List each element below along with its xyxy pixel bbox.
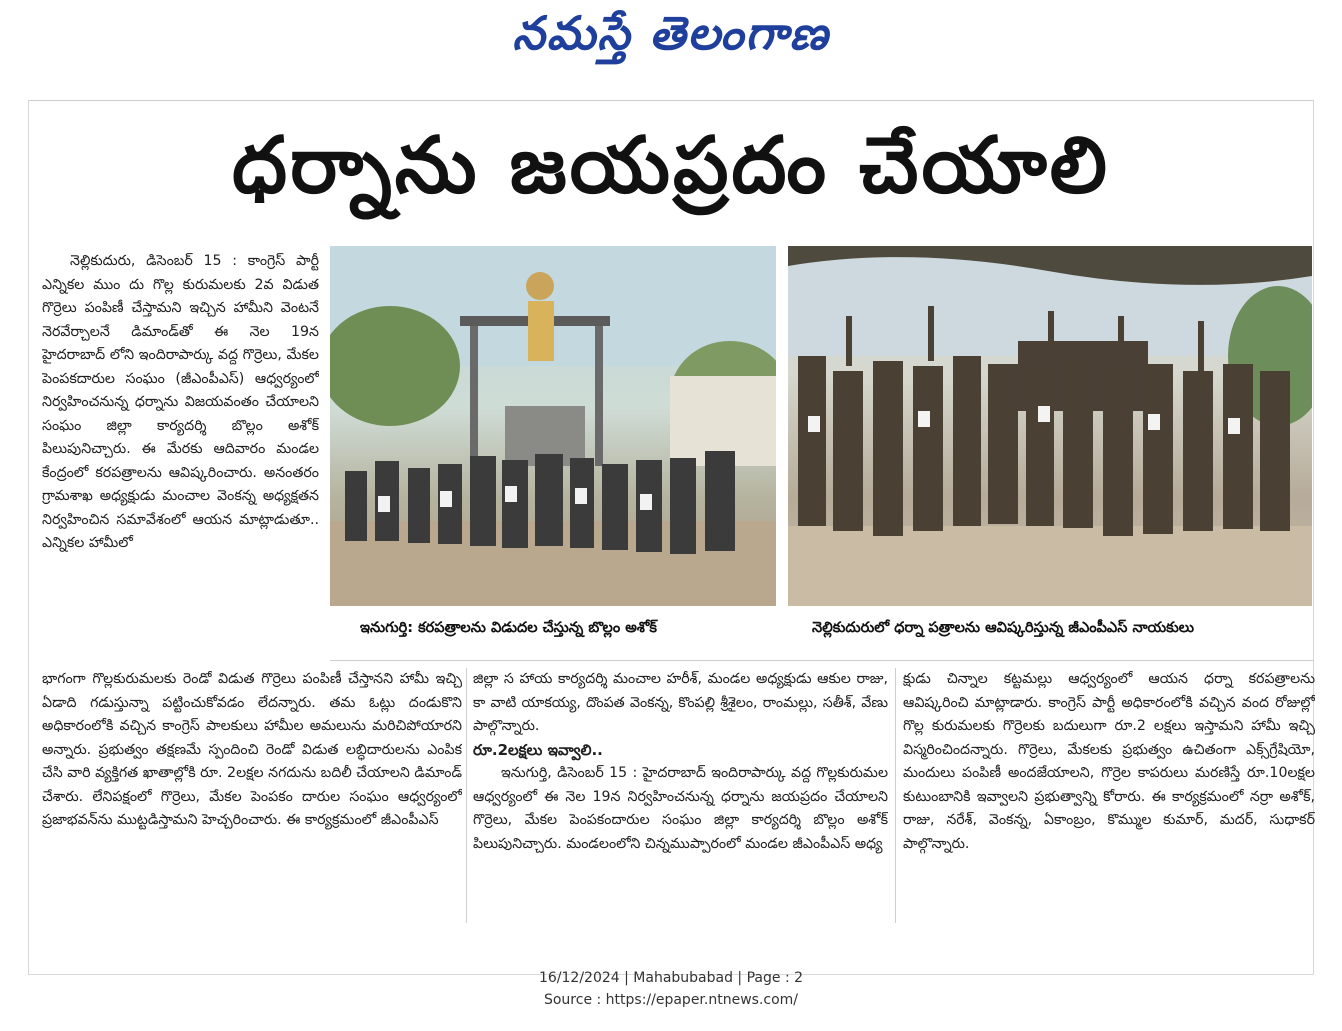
paragraph-lead: నెల్లికుదురు, డిసెంబర్ 15 : కాంగ్రెస్ పార్టీ ఎన్నికల ముం దు గొల్ల కురుమలకు 2వ విడుత గొర్రెలు పంపిణీ చేస్తామని ఇచ్చిన హామీని వెంటనే నెరవేర్చాలనే డిమాండ్‌తో ఈ నెల 19న హైదరాబాద్ లోని ఇందిరాపార్కు వద్ద గొర్రెలు, మేకల పెంపకదారుల సంఘం (జీఎంపీఎస్) ఆధ్వర్యంలో నిర్వహించనున్న ధర్నాను విజయవంతం చేయాలని సంఘం జిల్లా కార్యదర్శి బొల్లం అశోక్ పిలుపునిచ్చారు. ఈ మేరకు ఆదివారం మండల కేంద్రంలో కరపత్రాలను ఆవిష్కరించారు. అనంతరం గ్రామశాఖ అధ్యక్షుడు మంచాల వెంకన్న అధ్యక్షతన నిర్వహించిన సమావేశంలో ఆయన మాట్లాడుతూ.. ఎన్నికల హామీలో xyxy=(42,253,319,551)
footer-source: Source : https://epaper.ntnews.com/ xyxy=(543,992,799,1008)
masthead-logo xyxy=(0,6,1342,76)
masthead-title: నమస్తే తెలంగాణ xyxy=(512,6,830,60)
photo-nellikuduru xyxy=(788,246,1312,606)
paragraph-b2: ఇనుగుర్తి, డిసెంబర్ 15 : హైదరాబాద్ ఇందిరాపార్కు వద్ద గొల్లకురుమల ఆధ్వర్యంలో ఈ నెల 19న నిర్వహించనున్న ధర్నాను జయప్రదం చేయాలని గొర్రెలు, మేకల పెంపకందారుల సంఘం జిల్లా కార్యదర్శి బొల్లం అశోక్ పిలుపునిచ్చారు. మండలంలోని చిన్నముప్పారంలో మండల జీఎంపీఎస్ అధ్య xyxy=(473,765,888,852)
photo-nellikuduru-illustration xyxy=(788,246,1312,606)
photo-caption-2: నెల్లికుదురులో ధర్నా పత్రాలను ఆవిష్కరిస్తున్న జీఎంపీఎస్ నాయకులు xyxy=(812,620,1195,636)
article-column-c xyxy=(903,668,1315,918)
paragraph-a: భాగంగా గొల్లకురుమలకు రెండో విడుత గొర్రెలు పంపిణీ చేస్తానని హామీ ఇచ్చి ఏడాది గడుస్తున్నా పట్టించుకోవడం లేదన్నారు. తమ ఓట్లు దండుకొని అధికారంలోకి వచ్చిన కాంగ్రెస్ పాలకులు హామీల అమలును మరిచిపోయారని అన్నారు. ప్రభుత్వం తక్షణమే స్పందించి రెండో విడుత లబ్ధిదారులను ఎంపిక చేసి వారి వ్యక్తిగత ఖాతాల్లోకి రూ. 2లక్షల నగదును బదిలీ చేయాలని డిమాండ్ చేశారు. లేనిపక్షంలో గొర్రెలు, మేకల పెంపకం దారుల సంఘం ఆధ్వర్యంలో ప్రజాభవన్‌ను ముట్టడిస్తామని హెచ్చరించారు. ఈ కార్యక్రమంలో జీఎంపీఎస్ xyxy=(42,671,462,828)
divider-horizontal xyxy=(330,660,1314,661)
paragraph-b1: జిల్లా స హాయ కార్యదర్శి మంచాల హరీశ్, మండల అధ్యక్షుడు ఆకుల రాజు, కా వాటి యాకయ్య, దొంపత వెంకన్న, కొంపల్లి శ్రీశైలం, రాంమల్లు, సతీశ్, వేణు పాల్గొన్నారు. xyxy=(473,671,888,734)
article-column-b xyxy=(473,668,888,923)
divider-vertical-1 xyxy=(466,668,467,923)
subheading: రూ.2లక్షలు ఇవ్వాలి.. xyxy=(473,740,603,759)
headline xyxy=(28,112,1314,220)
headline-text: ధర్నాను జయప్రదం చేయాలి xyxy=(232,121,1110,211)
article-column-top xyxy=(42,250,319,668)
photo-inugurthi-illustration xyxy=(330,246,776,606)
article-column-a xyxy=(42,668,462,918)
photo-inugurthi xyxy=(330,246,776,606)
divider-vertical-2 xyxy=(895,668,896,923)
footer-date-edition: 16/12/2024 | Mahabubabad | Page : 2 xyxy=(538,970,804,986)
paragraph-c: క్షుడు చిన్నాల కట్టమల్లు ఆధ్వర్యంలో ఆయన ధర్నా కరపత్రాలను ఆవిష్కరించి మాట్లాడారు. కాంగ్రెస్ పార్టీ అధికారంలోకి వచ్చిన వంద రోజుల్లో గొల్ల కురుమలకు గొర్రెలకు బదులుగా రూ.2 లక్షలు ఇస్తామని హామీ ఇచ్చి విస్మరించిందన్నారు. గొర్రెలు, మేకలకు ప్రభుత్వం ఉచితంగా ఎక్స్‌గ్రేషియో, మందులు పంపిణీ అందజేయాలని, గొర్రెల కాపరులు మరణిస్తే రూ.10లక్షల కుటుంబానికి ఇవ్వాలని ప్రభుత్వాన్ని కోరారు. ఈ కార్యక్రమంలో నర్రా అశోక్, రాజు, నరేశ్, వెంకన్న, ఏకాంబ్రం, కొమ్ముల కుమార్, మదర్, సుధాకర్ పాల్గొన్నారు. xyxy=(903,671,1315,852)
photo-caption-1: ఇనుగుర్తి: కరపత్రాలను విడుదల చేస్తున్న బొల్లం అశోక్ xyxy=(360,620,657,636)
